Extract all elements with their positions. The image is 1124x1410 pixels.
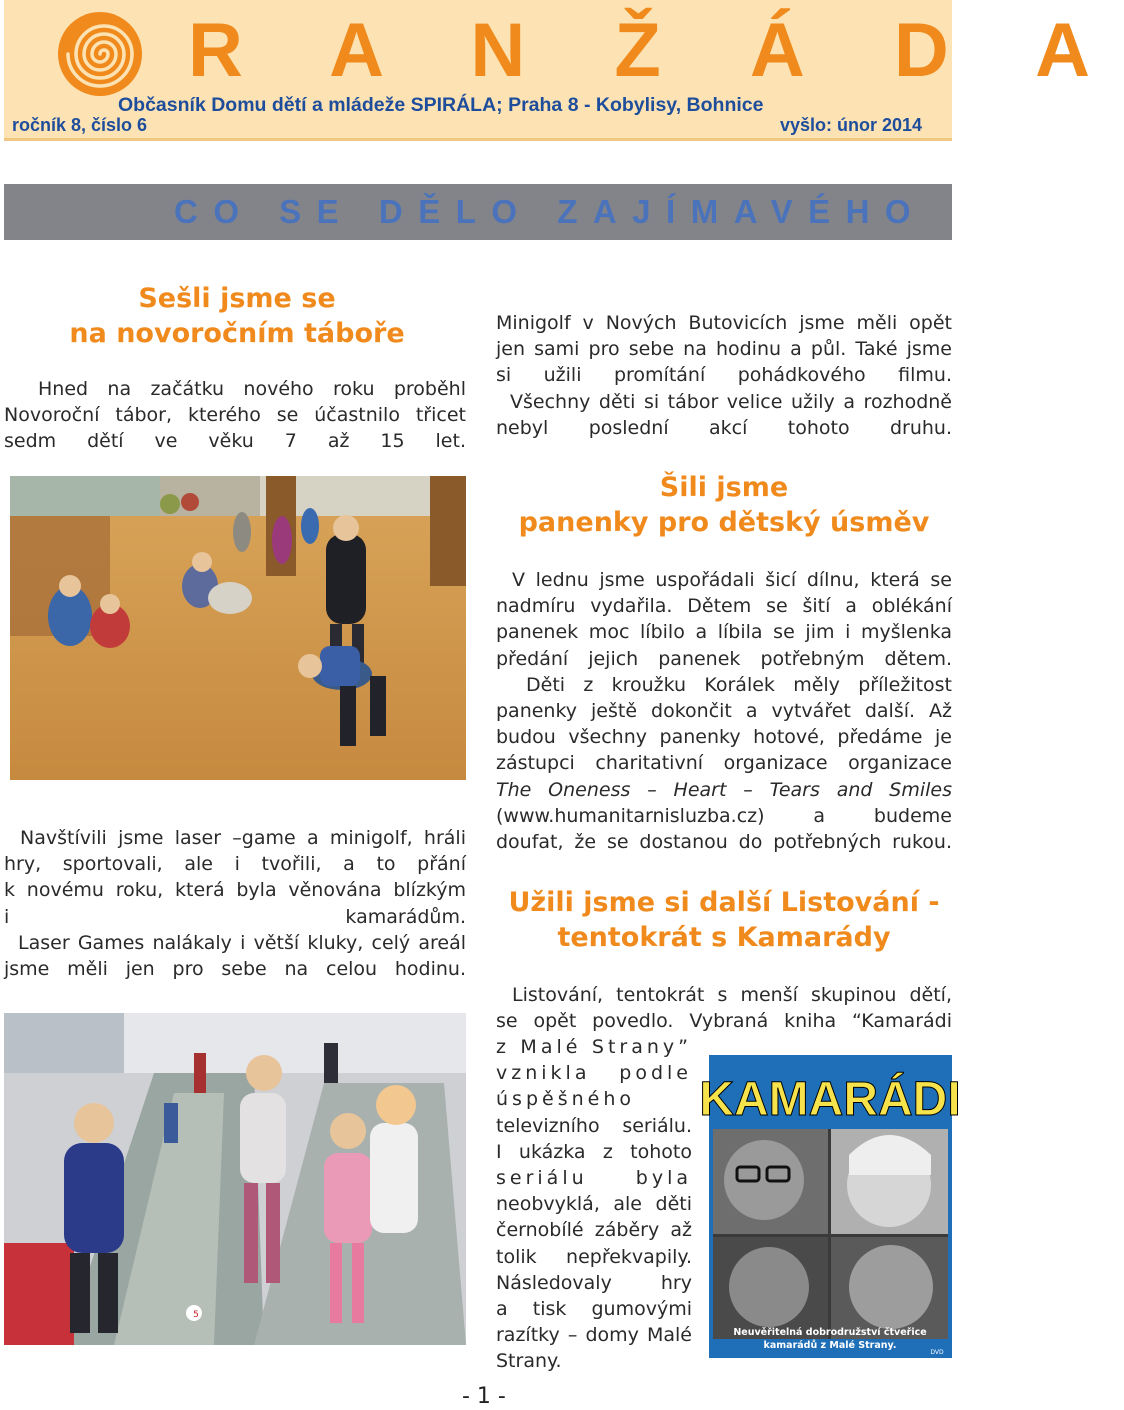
text-line: i kamarádům.: [4, 905, 466, 928]
text-line: Strany.: [496, 1350, 562, 1373]
poster-title: KAMARÁDI: [699, 1073, 961, 1126]
title-line: Šili jsme: [659, 472, 789, 503]
article-title-dolls: [496, 470, 952, 540]
text-line: Listování, tentokrát s menší skupinou dětí,: [512, 984, 952, 1006]
text-line: I ukázka z tohoto: [496, 1140, 692, 1163]
text-line: panenky ještě dokončit a vytvářet další. Až: [496, 700, 952, 723]
title-line: na novoročním táboře: [69, 318, 405, 349]
text-line: The Oneness – Heart – Tears and Smiles: [496, 778, 952, 801]
text-line: budou všechny panenky hotové, předáme je: [496, 726, 952, 749]
text-line: k novému roku, která byla věnována blízkým: [4, 879, 466, 902]
article-title-reading: [496, 885, 952, 955]
text-line: jsme měli jen pro sebe na celou hodinu.: [4, 958, 466, 981]
text-line: úspěšného: [496, 1088, 635, 1111]
kamaradi-poster: [699, 1055, 961, 1358]
text-line: zástupci charitativní organizace organizace: [496, 752, 952, 775]
issue-date: vyšlo: únor 2014: [779, 115, 922, 135]
text-line: hry, sportovali, ale i tvořili, a to přání: [4, 853, 466, 876]
text-line: V lednu jsme uspořádali šicí dílnu, která se: [512, 569, 952, 591]
header-divider: [4, 138, 952, 141]
spiral-logo-icon: [56, 10, 144, 98]
text-line: se opět povedlo. Vybraná kniha “Kamarádi: [496, 1010, 952, 1033]
dvd-badge: DVD: [930, 1349, 944, 1356]
text-line: Minigolf v Nových Butovicích jsme měli opět: [496, 312, 952, 334]
text-line: Následovaly hry: [496, 1271, 692, 1294]
issue-number: ročník 8, číslo 6: [12, 115, 148, 135]
reading-paragraph-top: [496, 982, 952, 1034]
text-line: si užili promítání pohádkového filmu.: [496, 364, 952, 387]
camp-conclusion-paragraph: [496, 310, 952, 441]
text-line: nebyl poslední akcí tohoto druhu.: [496, 416, 952, 439]
text-line: nadmíru vydařila. Dětem se šití a oblékání: [496, 595, 952, 618]
text-line: razítky – domy Malé: [496, 1324, 692, 1347]
poster-caption-line: Neuvěřitelná dobrodružství čtveřice: [733, 1327, 927, 1338]
text-line: černobílé záběry až: [496, 1219, 692, 1242]
poster-caption-line: kamarádů z Malé Strany.: [763, 1340, 897, 1351]
text-line: (www.humanitarnisluzba.cz) a budeme: [496, 804, 952, 827]
text-line: vznikla podle: [496, 1062, 692, 1085]
svg-text:5: 5: [193, 1310, 199, 1320]
text-line: Hned na začátku nového roku proběhl: [38, 378, 466, 400]
title-line: tentokrát s Kamarády: [557, 922, 891, 953]
text-line: doufat, že se dostanou do potřebných rukou.: [496, 831, 952, 854]
reading-paragraph-narrow: [496, 1034, 692, 1375]
newsletter-subtitle: Občasník Domu dětí a mládeže SPIRÁLA; Praha 8 - Kobylisy, Bohnice: [118, 94, 764, 116]
text-line: neobvyklá, ale děti: [496, 1193, 692, 1216]
article-title-camp: [4, 281, 470, 351]
text-line: Navštívili jsme laser –game a minigolf, hráli: [20, 827, 466, 849]
text-line: Děti z kroužku Korálek měly příležitost: [526, 673, 952, 696]
text-line: panenek moc líbilo a líbila se jim i myšlenka: [496, 621, 952, 644]
page-number: - 1 -: [462, 1384, 506, 1409]
text-line: tolik nepřekvapily.: [496, 1245, 692, 1268]
camp-activities-paragraph: [4, 825, 466, 982]
text-line: z Malé Strany”: [496, 1036, 692, 1058]
text-line: Laser Games nalákaly i větší kluky, celý areál: [18, 931, 466, 954]
text-line: televizního seriálu.: [496, 1114, 692, 1137]
section-banner-title: CO SE DĚLO ZAJÍMAVÉHO: [174, 193, 927, 230]
text-line: Novoroční tábor, kterého se účastnilo třicet: [4, 404, 466, 427]
text-line: a tisk gumovými: [496, 1298, 692, 1321]
dolls-paragraph: [496, 567, 952, 855]
text-line: Všechny děti si tábor velice užily a rozhodně: [510, 390, 952, 413]
text-line: předání jejich panenek potřebným dětem.: [496, 647, 952, 670]
title-line: Užili jsme si další Listování -: [508, 887, 940, 918]
text-line: jen sami pro sebe na hodinu a půl. Také jsme: [496, 338, 952, 361]
gym-photo: [10, 476, 466, 780]
text-line: seriálu byla: [496, 1167, 692, 1190]
camp-intro-paragraph: [4, 376, 466, 455]
title-line: Sešli jsme se: [138, 283, 336, 314]
text-line: sedm dětí ve věku 7 až 15 let.: [4, 430, 466, 453]
title-line: panenky pro dětský úsměv: [518, 507, 930, 538]
minigolf-photo: [4, 1013, 466, 1345]
newsletter-title: R A N Ž Á D A: [188, 8, 1124, 93]
section-banner: [4, 184, 952, 240]
